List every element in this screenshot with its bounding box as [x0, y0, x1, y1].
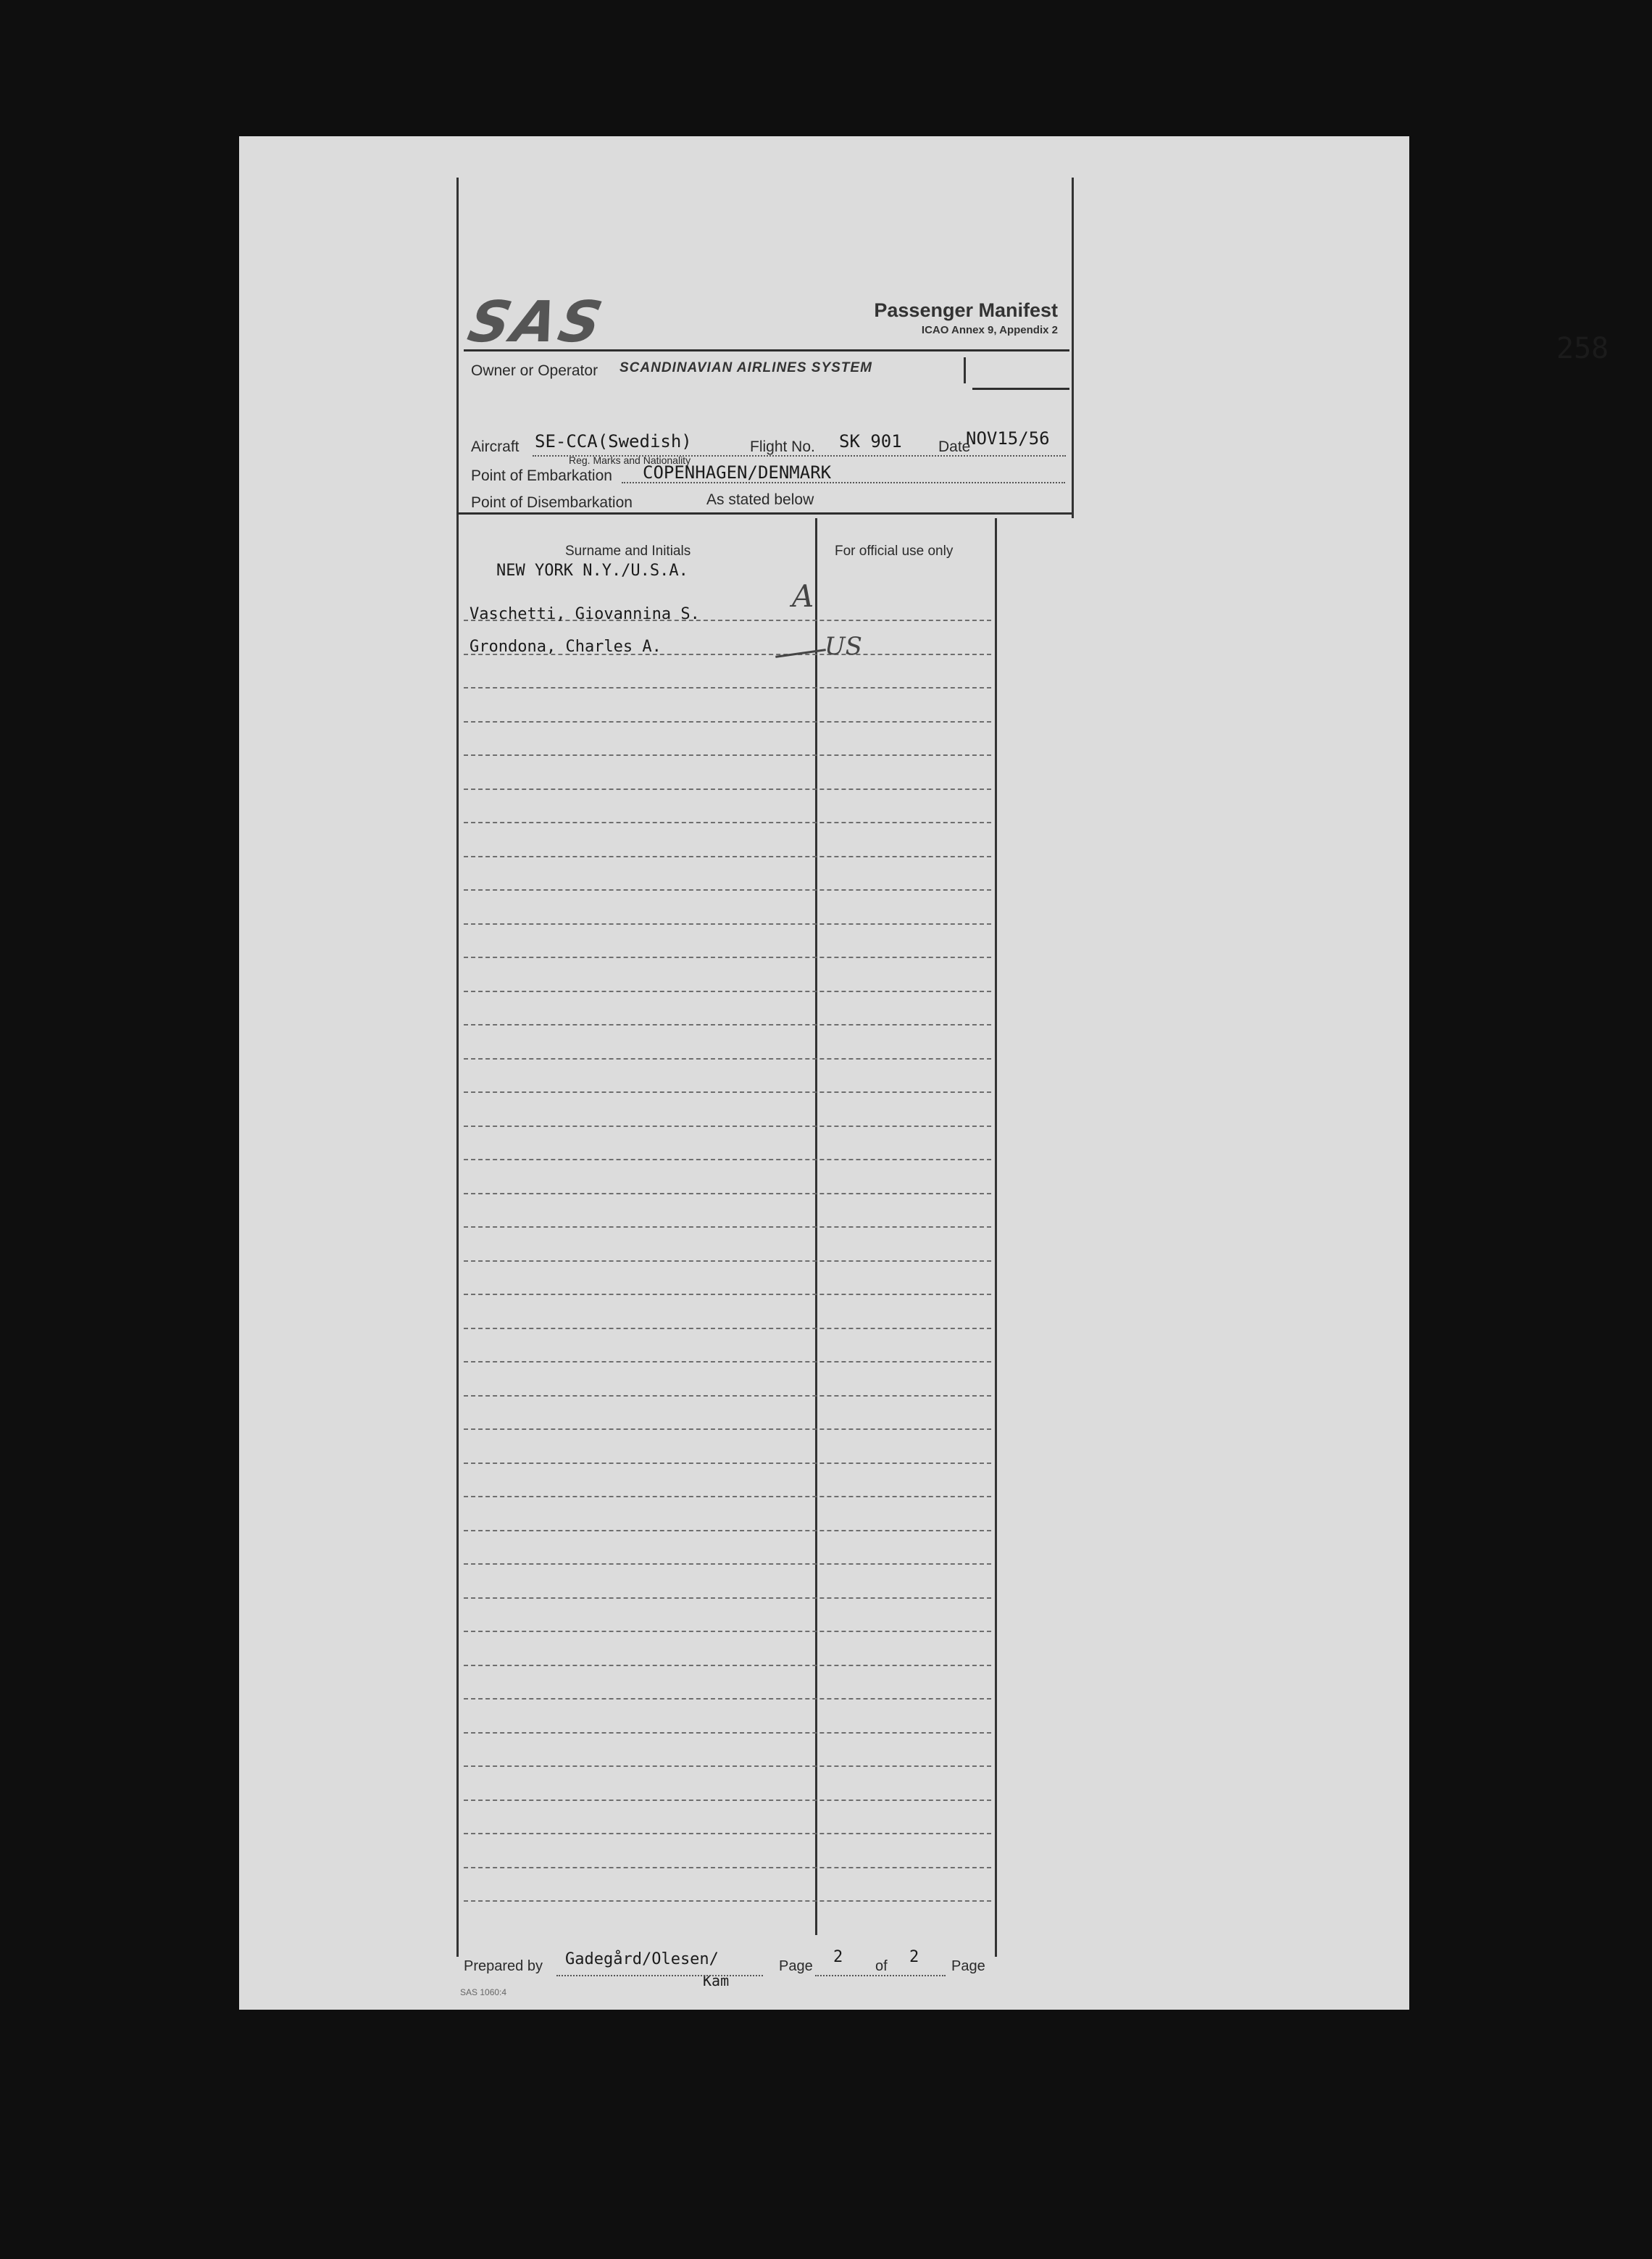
table-row-line [464, 1091, 991, 1093]
passenger-table [456, 518, 997, 1957]
table-row-line [464, 923, 991, 925]
prepared-by-value: Gadegård/Olesen/ [565, 1950, 719, 1968]
table-row-line [464, 1833, 991, 1834]
table-row-line [464, 957, 991, 958]
table-row-line [464, 889, 991, 891]
table-row-line [464, 754, 991, 756]
table-row-line [464, 1631, 991, 1632]
table-row-line [464, 1126, 991, 1127]
table-row-line [464, 1698, 991, 1700]
disembarkation-value: As stated below [706, 491, 814, 508]
passenger-2-name: Grondona, Charles A. [470, 638, 662, 656]
page-number: 258 [1556, 332, 1609, 365]
table-row-line [464, 1900, 991, 1902]
page-value: 2 [833, 1948, 843, 1966]
table-row-line [464, 1058, 991, 1060]
total-pages-value: 2 [909, 1948, 919, 1966]
table-row-line [464, 1563, 991, 1565]
table-row-line [464, 687, 991, 688]
disembarkation-label: Point of Disembarkation [471, 494, 633, 511]
embarkation-dotted-line [622, 482, 1065, 483]
surname-column-header: Surname and Initials [565, 544, 691, 559]
aircraft-value: SE-CCA(Swedish) [535, 431, 692, 452]
table-row-line [464, 1294, 991, 1295]
passenger-1-mark: A [792, 578, 814, 614]
table-row-line [464, 1159, 991, 1160]
table-row-line [464, 1328, 991, 1329]
table-row-line [464, 1361, 991, 1363]
passenger-manifest-form [456, 178, 1072, 1997]
flight-label: Flight No. [750, 438, 815, 455]
table-row-line [464, 1732, 991, 1734]
table-row-line [464, 1463, 991, 1464]
of-label: of [875, 1958, 888, 1974]
aircraft-dotted-line [533, 455, 1066, 457]
table-row-line [464, 1024, 991, 1026]
table-row-line [464, 1597, 991, 1599]
form-title: Passenger Manifest [874, 299, 1058, 321]
flight-value: SK 901 [839, 431, 902, 452]
table-row-line [464, 1260, 991, 1262]
table-row-line [464, 1530, 991, 1531]
prepared-by-initials: Kam [703, 1972, 730, 1989]
owner-label: Owner or Operator [471, 362, 598, 379]
embarkation-label: Point of Embarkation [471, 467, 612, 484]
page-label: Page [779, 1958, 813, 1974]
table-row-line [464, 1428, 991, 1430]
field-bottom-rule [456, 512, 995, 515]
header-rule [464, 349, 1069, 351]
form-code: SAS 1060:4 [460, 1987, 507, 1997]
date-value: NOV15/56 [966, 428, 1050, 449]
table-row-line [464, 1765, 991, 1767]
form-subtitle: ICAO Annex 9, Appendix 2 [921, 324, 1058, 336]
table-row-line [464, 1665, 991, 1666]
table-row-line [464, 1226, 991, 1228]
aircraft-label: Aircraft [471, 438, 520, 455]
date-label: Date [938, 438, 971, 455]
table-row-line [464, 721, 991, 723]
form-notch-line [995, 512, 1072, 515]
passenger-2-mark: US [825, 632, 862, 661]
page-dotted-line [815, 1975, 946, 1976]
passenger-1-name: Vaschetti, Giovannina S. [470, 605, 700, 623]
destination-text: NEW YORK N.Y./U.S.A. [496, 562, 688, 580]
owner-field-divider [964, 357, 966, 383]
table-row-line [464, 789, 991, 790]
pages-label: Page [951, 1958, 985, 1974]
prepared-by-label: Prepared by [464, 1958, 543, 1974]
table-row-line [464, 1395, 991, 1397]
official-use-column-header: For official use only [835, 544, 954, 559]
owner-value: SCANDINAVIAN AIRLINES SYSTEM [620, 360, 872, 375]
sas-logo: SAS [462, 290, 611, 355]
table-row-line [464, 822, 991, 823]
table-row-line [464, 991, 991, 992]
embarkation-value: COPENHAGEN/DENMARK [643, 462, 832, 483]
prepared-by-dotted-line [556, 1975, 763, 1976]
table-row-line [464, 856, 991, 857]
table-row-line [464, 1496, 991, 1497]
owner-rule [972, 388, 1069, 390]
table-row-line [464, 1193, 991, 1194]
aircraft-caption: Reg. Marks and Nationality [569, 454, 691, 466]
table-row-line [464, 1867, 991, 1868]
table-row-line [464, 1800, 991, 1801]
